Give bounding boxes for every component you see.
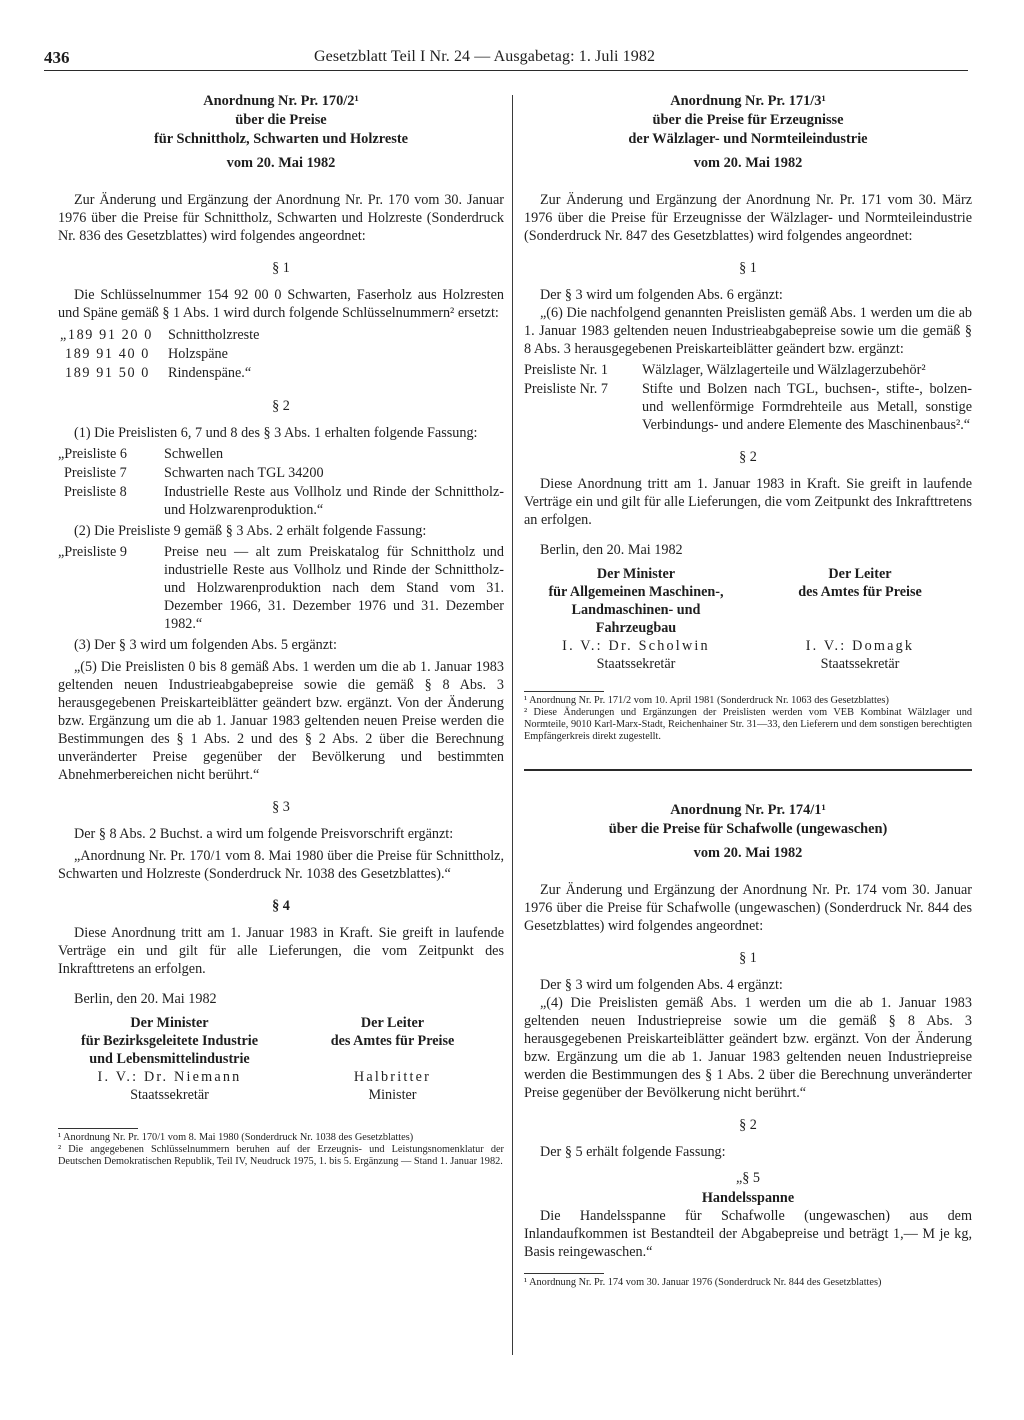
code-row	[60, 364, 504, 383]
signature-block	[524, 565, 748, 673]
preisliste-list-1	[58, 445, 504, 519]
column-divider	[512, 95, 513, 1355]
preisliste-key: Preisliste 7	[64, 465, 127, 481]
right-a-signatures	[524, 565, 972, 673]
right-a-date: vom 20. Mai 1982	[693, 155, 803, 171]
preisliste-value: Schwarten nach TGL 34200	[164, 465, 324, 481]
signature-block	[748, 565, 972, 673]
spacer	[281, 1050, 504, 1068]
code-label: Schnittholzreste	[168, 327, 260, 343]
right-a-section-1: § 1	[739, 260, 757, 276]
left-city-date: Berlin, den 20. Mai 1982	[74, 991, 217, 1007]
signature-name: I. V.: Dr. Scholwin	[562, 638, 710, 654]
footnote: ¹ Anordnung Nr. Pr. 174 vom 30. Januar 1976 (Sonderdruck Nr. 844 des Gesetzblattes)	[524, 1277, 882, 1288]
right-a-heading-line-1: Anordnung Nr. Pr. 171/3¹	[670, 93, 826, 109]
code-number: 189 91 40 0	[65, 346, 150, 362]
code-label: Rindenspäne.“	[168, 365, 252, 381]
right-a-section-2: § 2	[739, 449, 757, 465]
signature-org: Fahrzeugbau	[595, 620, 677, 636]
right-a-heading-line-3: der Wälzlager- und Normteileindustrie	[628, 131, 868, 147]
preisliste-value: Schwellen	[164, 446, 224, 462]
signature-org: und Lebensmittelindustrie	[89, 1051, 250, 1067]
signature-block	[281, 1014, 504, 1104]
right-b-section-5: „§ 5	[735, 1170, 761, 1186]
preisliste-value: Stifte und Bolzen nach TGL, buchsen-, stifte-, bolzen- und wellenförmige Formdrehteile aus Metall, sonstige Verbindungs- und andere Elemente des Maschinenbaus².“	[642, 381, 972, 433]
preisliste-key: „Preisliste 6	[58, 446, 127, 462]
right-a-s2-text: Diese Anordnung tritt am 1. Januar 1983 in Kraft. Sie greift in laufende Verträge ein und gilt für alle Lieferungen, die vom Zeitpunkt des Inkrafttretens an erfolgen.	[524, 476, 972, 528]
footnote-rule	[524, 1273, 604, 1274]
footnote: ² Diese Änderungen und Ergänzungen der Preislisten werden vom VEB Kombinat Wälzlager und Normteile, 9010 Karl-Marx-Stadt, Reichenhainer Str. 31—33, den Lieferern und dem sonstigen berechtigten Empfängerkreis direkt zugestellt.	[524, 707, 972, 742]
left-section-1: § 1	[272, 260, 290, 276]
left-s1-text: Die Schlüsselnummer 154 92 00 0 Schwarten, Faserholz aus Holzresten und Späne gemäß § 1 Abs. 1 wird durch folgende Schlüsselnummern² ersetzt:	[58, 287, 504, 321]
footnote-rule	[58, 1128, 138, 1129]
code-row	[60, 326, 504, 345]
code-list	[60, 326, 504, 383]
left-s3-quote: „Anordnung Nr. Pr. 170/1 vom 8. Mai 1980 über die Preise für Schnittholz, Schwarten und Holzreste (Sonderdruck Nr. 1038 des Gesetzblattes).“	[58, 848, 504, 882]
signature-org: des Amtes für Preise	[330, 1033, 455, 1049]
signature-role: Staatssekretär	[130, 1087, 209, 1103]
left-s2-p2: (2) Die Preisliste 9 gemäß § 3 Abs. 2 erhält folgende Fassung:	[74, 523, 427, 539]
footnote: ¹ Anordnung Nr. Pr. 171/2 vom 10. April 1981 (Sonderdruck Nr. 1063 des Gesetzblattes)	[524, 695, 889, 706]
preisliste-row	[524, 361, 972, 379]
preisliste-key: Preisliste Nr. 1	[524, 362, 608, 378]
signature-role: Staatssekretär	[596, 656, 676, 672]
signature-name: I. V.: Dr. Niemann	[97, 1069, 242, 1085]
signature-org: Der Leiter	[360, 1015, 425, 1031]
header-title: Gesetzblatt Teil I Nr. 24 — Ausgabetag: 1. Juli 1982	[314, 48, 656, 65]
left-intro: Zur Änderung und Ergänzung der Anordnung Nr. Pr. 170 vom 30. Januar 1976 über die Preise für Schnittholz, Schwarten und Holzreste (Sonderdruck Nr. 836 des Gesetzblattes) wird folgendes angeordnet:	[58, 192, 504, 244]
left-heading-line-2: über die Preise	[235, 112, 327, 128]
preisliste-row	[58, 483, 504, 519]
left-s2-p3: (3) Der § 3 wird um folgenden Abs. 5 ergänzt:	[74, 637, 337, 653]
preisliste-value: Preise neu — alt zum Preiskatalog für Schnittholz und industrielle Reste aus Vollholz und Rinde der Schnittholz- und Holzwarenproduktion nach dem Stand vom 31. Dezember 1966, 31. Dezember 1976 und 31. Dezember 1982.“	[164, 544, 504, 632]
right-a-city-date: Berlin, den 20. Mai 1982	[540, 542, 683, 558]
right-column	[524, 92, 972, 1289]
signature-org: Der Minister	[596, 566, 676, 582]
page-header	[44, 44, 968, 71]
preisliste-list-2	[58, 543, 504, 633]
preisliste-row	[58, 543, 504, 633]
preisliste-row	[524, 380, 972, 434]
preisliste-row	[58, 464, 504, 482]
left-column	[58, 92, 504, 1168]
signature-role: Minister	[368, 1087, 417, 1103]
code-row	[60, 345, 504, 364]
footnote: ¹ Anordnung Nr. Pr. 170/1 vom 8. Mai 1980 (Sonderdruck Nr. 1038 des Gesetzblattes)	[58, 1132, 414, 1143]
right-b-heading-line-2: über die Preise für Schafwolle (ungewaschen)	[608, 821, 888, 837]
spacer	[748, 601, 972, 637]
preisliste-row	[58, 445, 504, 463]
section-divider	[524, 769, 972, 771]
footnote-rule	[524, 691, 604, 692]
right-b-s2-text: Der § 5 erhält folgende Fassung:	[540, 1144, 726, 1160]
page-number: 436	[44, 48, 70, 67]
signature-org: Der Minister	[130, 1015, 209, 1031]
signature-org: Der Leiter	[828, 566, 892, 582]
right-b-s5-title: Handelsspanne	[701, 1190, 795, 1206]
left-section-3: § 3	[272, 799, 290, 815]
right-b-heading-line-1: Anordnung Nr. Pr. 174/1¹	[670, 802, 826, 818]
right-a-s1-quote: „(6) Die nachfolgend genannten Preislisten gemäß Abs. 1 werden um die ab 1. Januar 1983 geltenden neuen Industrieabgabepreise sowie um die gemäß § 8 Abs. 3 herausgegebenen Preiskarteiblätter geändert bzw. ergänzt:	[524, 305, 972, 357]
preisliste-key: „Preisliste 9	[58, 544, 127, 560]
right-a-intro: Zur Änderung und Ergänzung der Anordnung Nr. Pr. 171 vom 30. März 1976 über die Preise für Erzeugnisse der Wälzlager- und Normteileindustrie (Sonderdruck Nr. 847 des Gesetzblattes) wird folgendes angeordnet:	[524, 192, 972, 244]
left-s2-p1: (1) Die Preislisten 6, 7 und 8 des § 3 Abs. 1 erhalten folgende Fassung:	[74, 425, 478, 441]
signature-org: für Bezirksgeleitete Industrie	[80, 1033, 259, 1049]
signature-name: Halbritter	[353, 1069, 432, 1085]
signature-block	[58, 1014, 281, 1104]
preisliste-list-3	[524, 361, 972, 434]
right-a-heading-line-2: über die Preise für Erzeugnisse	[652, 112, 844, 128]
right-b-intro: Zur Änderung und Ergänzung der Anordnung Nr. Pr. 174 vom 30. Januar 1976 über die Preise für Schafwolle (ungewaschen) (Sonderdruck Nr. 844 des Gesetzblattes) wird folgendes angeordnet:	[524, 882, 972, 934]
code-number: 189 91 50 0	[65, 365, 150, 381]
left-s3-text: Der § 8 Abs. 2 Buchst. a wird um folgende Preisvorschrift ergänzt:	[74, 826, 454, 842]
signature-role: Staatssekretär	[820, 656, 900, 672]
signature-org: des Amtes für Preise	[798, 584, 922, 600]
signature-name: I. V.: Domagk	[805, 638, 915, 654]
right-b-s1-text: Der § 3 wird um folgenden Abs. 4 ergänzt:	[540, 977, 783, 993]
right-b-section-2: § 2	[739, 1117, 757, 1133]
code-label: Holzspäne	[168, 346, 228, 362]
preisliste-value: Industrielle Reste aus Vollholz und Rinde der Schnittholz- und Holzwarenproduktion.“	[164, 484, 504, 518]
left-s4-text: Diese Anordnung tritt am 1. Januar 1983 in Kraft. Sie greift in laufende Verträge ein und gilt für alle Lieferungen, die vom Zeitpunkt des Inkrafttretens an erfolgen.	[58, 925, 504, 977]
right-a-s1-text: Der § 3 wird um folgenden Abs. 6 ergänzt:	[540, 287, 783, 303]
left-heading-line-1: Anordnung Nr. Pr. 170/2¹	[203, 93, 359, 109]
right-b-section-1: § 1	[739, 950, 757, 966]
left-s2-p3-quote: „(5) Die Preislisten 0 bis 8 gemäß Abs. 1 werden um die ab 1. Januar 1983 geltenden neuen Industrieabgabepreise sowie die gemäß § 8 Abs. 3 herausgegebenen Preiskarteiblätter geändert bzw. ergänzt. Von der Änderung bzw. Ergänzung um die ab 1. Januar 1983 geltenden neuen Preise werden die Bestimmungen des § 1 Abs. 2 und des § 2 Abs. 2 über die Berechnung unveränderter Preise gegenüber der Bevölkerung und bestimmten Abnehmerbereichen nicht berührt.“	[58, 659, 504, 783]
preisliste-key: Preisliste 8	[64, 484, 127, 500]
left-date: vom 20. Mai 1982	[226, 155, 336, 171]
footnote: ² Die angegebenen Schlüsselnummern beruhen auf der Erzeugnis- und Leistungsnomenklatur der Deutschen Demokratischen Republik, Teil IV, Neudruck 1975, 1. bis 5. Ergänzung — Stand 1. Januar 1982.	[58, 1144, 504, 1167]
left-signatures	[58, 1014, 504, 1104]
preisliste-value: Wälzlager, Wälzlagerteile und Wälzlagerzubehör²	[642, 362, 926, 378]
right-b-date: vom 20. Mai 1982	[693, 845, 803, 861]
right-b-s5-text: Die Handelsspanne für Schafwolle (ungewaschen) aus dem Inlandaufkommen ist Bestandteil der Abgabepreise und beträgt 1,— M je kg, Basis reingewaschen.“	[524, 1208, 972, 1260]
left-section-4: § 4	[272, 898, 290, 914]
preisliste-key: Preisliste Nr. 7	[524, 381, 608, 397]
code-number: „189 91 20 0	[60, 327, 153, 343]
right-b-s1-quote: „(4) Die Preislisten gemäß Abs. 1 werden um die ab 1. Januar 1983 geltenden neuen Industriepreise sowie um die gemäß § 8 Abs. 3 herausgegebenen Preiskarteiblätter geändert bzw. ergänzt. Von der Änderung bzw. Ergänzung um die ab 1. Januar 1983 geltenden neuen Industriepreise werden die Bestimmungen des § 1 Abs. 2 über die Berechnung unveränderter Preise gegenüber der Bevölkerung nicht berührt.“	[524, 995, 972, 1101]
signature-org: für Allgemeinen Maschinen-,	[548, 584, 724, 600]
left-heading-line-3: für Schnittholz, Schwarten und Holzreste	[153, 131, 409, 147]
signature-org: Landmaschinen- und	[571, 602, 701, 618]
left-section-2: § 2	[272, 398, 290, 414]
